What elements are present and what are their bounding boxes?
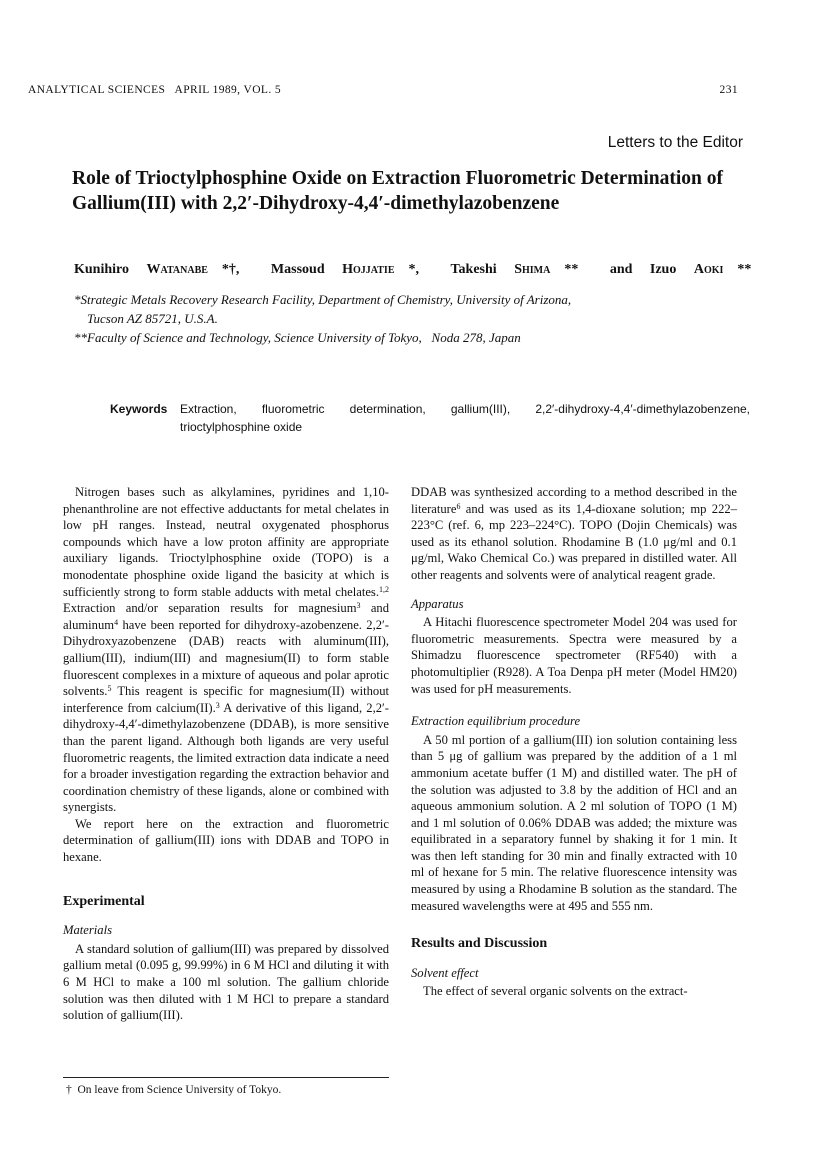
article-title: Role of Trioctylphosphine Oxide on Extraction Fluorometric Determination of Gallium(III) with 2,2′-Dihydroxy-4,4′-dimethylazobenzene [72,168,724,214]
author: Kunihiro Watanabe *†, [74,262,240,277]
section-label: Letters to the Editor [607,134,743,151]
keywords-label: Keywords [110,402,168,416]
affiliation-line: *Strategic Metals Recovery Research Facility, Department of Chemistry, University of Arizona, [74,292,572,307]
paragraph: A standard solution of gallium(III) was prepared by dissolved gallium metal (0.095 g, 99.99%) in 6 M HCl and diluting it with 6 M HCl to make a 100 ml solution. The gallium chloride solution was then diluted with 1 M HCl to prepare a standard solution of gallium(III). [63,941,389,1023]
section-heading: Results and Discussion [411,936,548,952]
keywords-text: Extraction, fluorometric determination, gallium(III), 2,2′-dihydroxy-4,4′-dimethylazobenzene, trioctylphosphine oxide [180,402,750,434]
paragraph: The effect of several organic solvents on the extract- [423,984,688,999]
subsection-heading: Apparatus [411,596,464,611]
keywords-block [110,400,750,436]
affiliations [74,290,774,347]
paragraph: Nitrogen bases such as alkylamines, pyridines and 1,10-phenanthroline are not effective adductants for metal chelates in low pH ranges. Instead, neutral oxygenated phosphorus compounds which have a low proton affinity are appropriate auxiliary ligands. Trioctylphosphine oxide (TOPO) is a monodentate phosphine oxide ligand the basicity at which is sufficiently strong to form stable adducts with metal chelates.$^{1,2}$ Extraction and/or separation results for magnesium$^3$ and aluminum$^4$ have been reported for dihydroxy-azobenzene. 2,2′-Dihydroxyazobenzene (DAB) reacts with aluminum(III), gallium(III), indium(III) and magnesium(II) to form stable fluorescent complexes in a mixture of aqueous and polar aprotic solvents.$^5$ This reagent is specific for magnesium(II) without interference from calcium(II).$^3$ A derivative of this ligand, 2,2′-dihydroxy-4,4′-dimethylazobenzene (DDAB), is more sensitive than the parent ligand. Although both ligands are very useful fluorometric reagents, the limited extraction data indicate a need for a broader investigation regarding the extraction behavior and coordination chemistry of these ligands, alone or combined with synergists. [63,485,390,815]
author: Takeshi Shima ** [450,262,579,277]
author: Izuo Aoki ** [649,262,752,277]
paragraph: A Hitachi fluorescence spectrometer Model 204 was used for fluorometric measurements. Spectra were measured by a Shimadzu fluorescence spectrometer (RF540) with a photomultiplier (R928). A Toa Denpa pH meter (Model HM20) was used for pH measurements. [411,615,737,696]
paragraph: A 50 ml portion of a gallium(III) ion solution containing less than 5 μg of gallium was prepared by the addition of a 1 ml ammonium acetate buffer (1 M) and distilled water. The pH of the solution was adjusted to 3.8 by the addition of HCl and an aqueous ammonium solution. A 2 ml solution of TOPO (1 M) and 1 ml solution of 0.06% DDAB was added; the mixture was equilibrated in a separatory funnel by shaking it for 1 min. It was then left standing for 30 min and finally extracted with 10 ml of hexane for 5 min. The relative fluorescence intensity was measured by using a Rhodamine B solution as the standard. The measured wavelengths were at 495 and 555 nm. [411,732,737,913]
author: Massoud Hojjatie *, [270,262,419,277]
subsection-heading: Materials [63,923,112,938]
page-number: 231 [719,84,738,96]
affiliation-line: Tucson AZ 85721, U.S.A. [87,311,218,326]
footnote-divider [63,1077,389,1078]
left-column [63,484,389,1024]
running-head [28,84,738,96]
affiliation-line: **Faculty of Science and Technology, Science University of Tokyo, Noda 278, Japan [74,330,521,345]
author-conjunction: and [609,262,633,277]
journal-name: ANALYTICAL SCIENCES APRIL 1989, VOL. 5 [28,84,282,96]
subsection-heading: Solvent effect [411,965,479,980]
footnote: † On leave from Science University of Tokyo. [66,1084,282,1096]
right-column [411,484,737,1000]
paragraph: We report here on the extraction and fluorometric determination of gallium(III) ions with DDAB and TOPO in hexane. [63,816,389,865]
subsection-heading: Extraction equilibrium procedure [411,714,581,729]
author-list [74,262,774,278]
paragraph: DDAB was synthesized according to a method described in the literature$^6$ and was used as its 1,4-dioxane solution; mp 222–223°C (ref. 6, mp 223–224°C). TOPO (Dojin Chemicals) was used as its ethanol solution. Rhodamine B (1.0 μg/ml and 0.1 μg/ml, Wako Chemical Co.) was prepared in distilled water. All other reagents and solvents were of analytical reagent grade. [411,485,737,582]
section-heading: Experimental [63,893,145,909]
